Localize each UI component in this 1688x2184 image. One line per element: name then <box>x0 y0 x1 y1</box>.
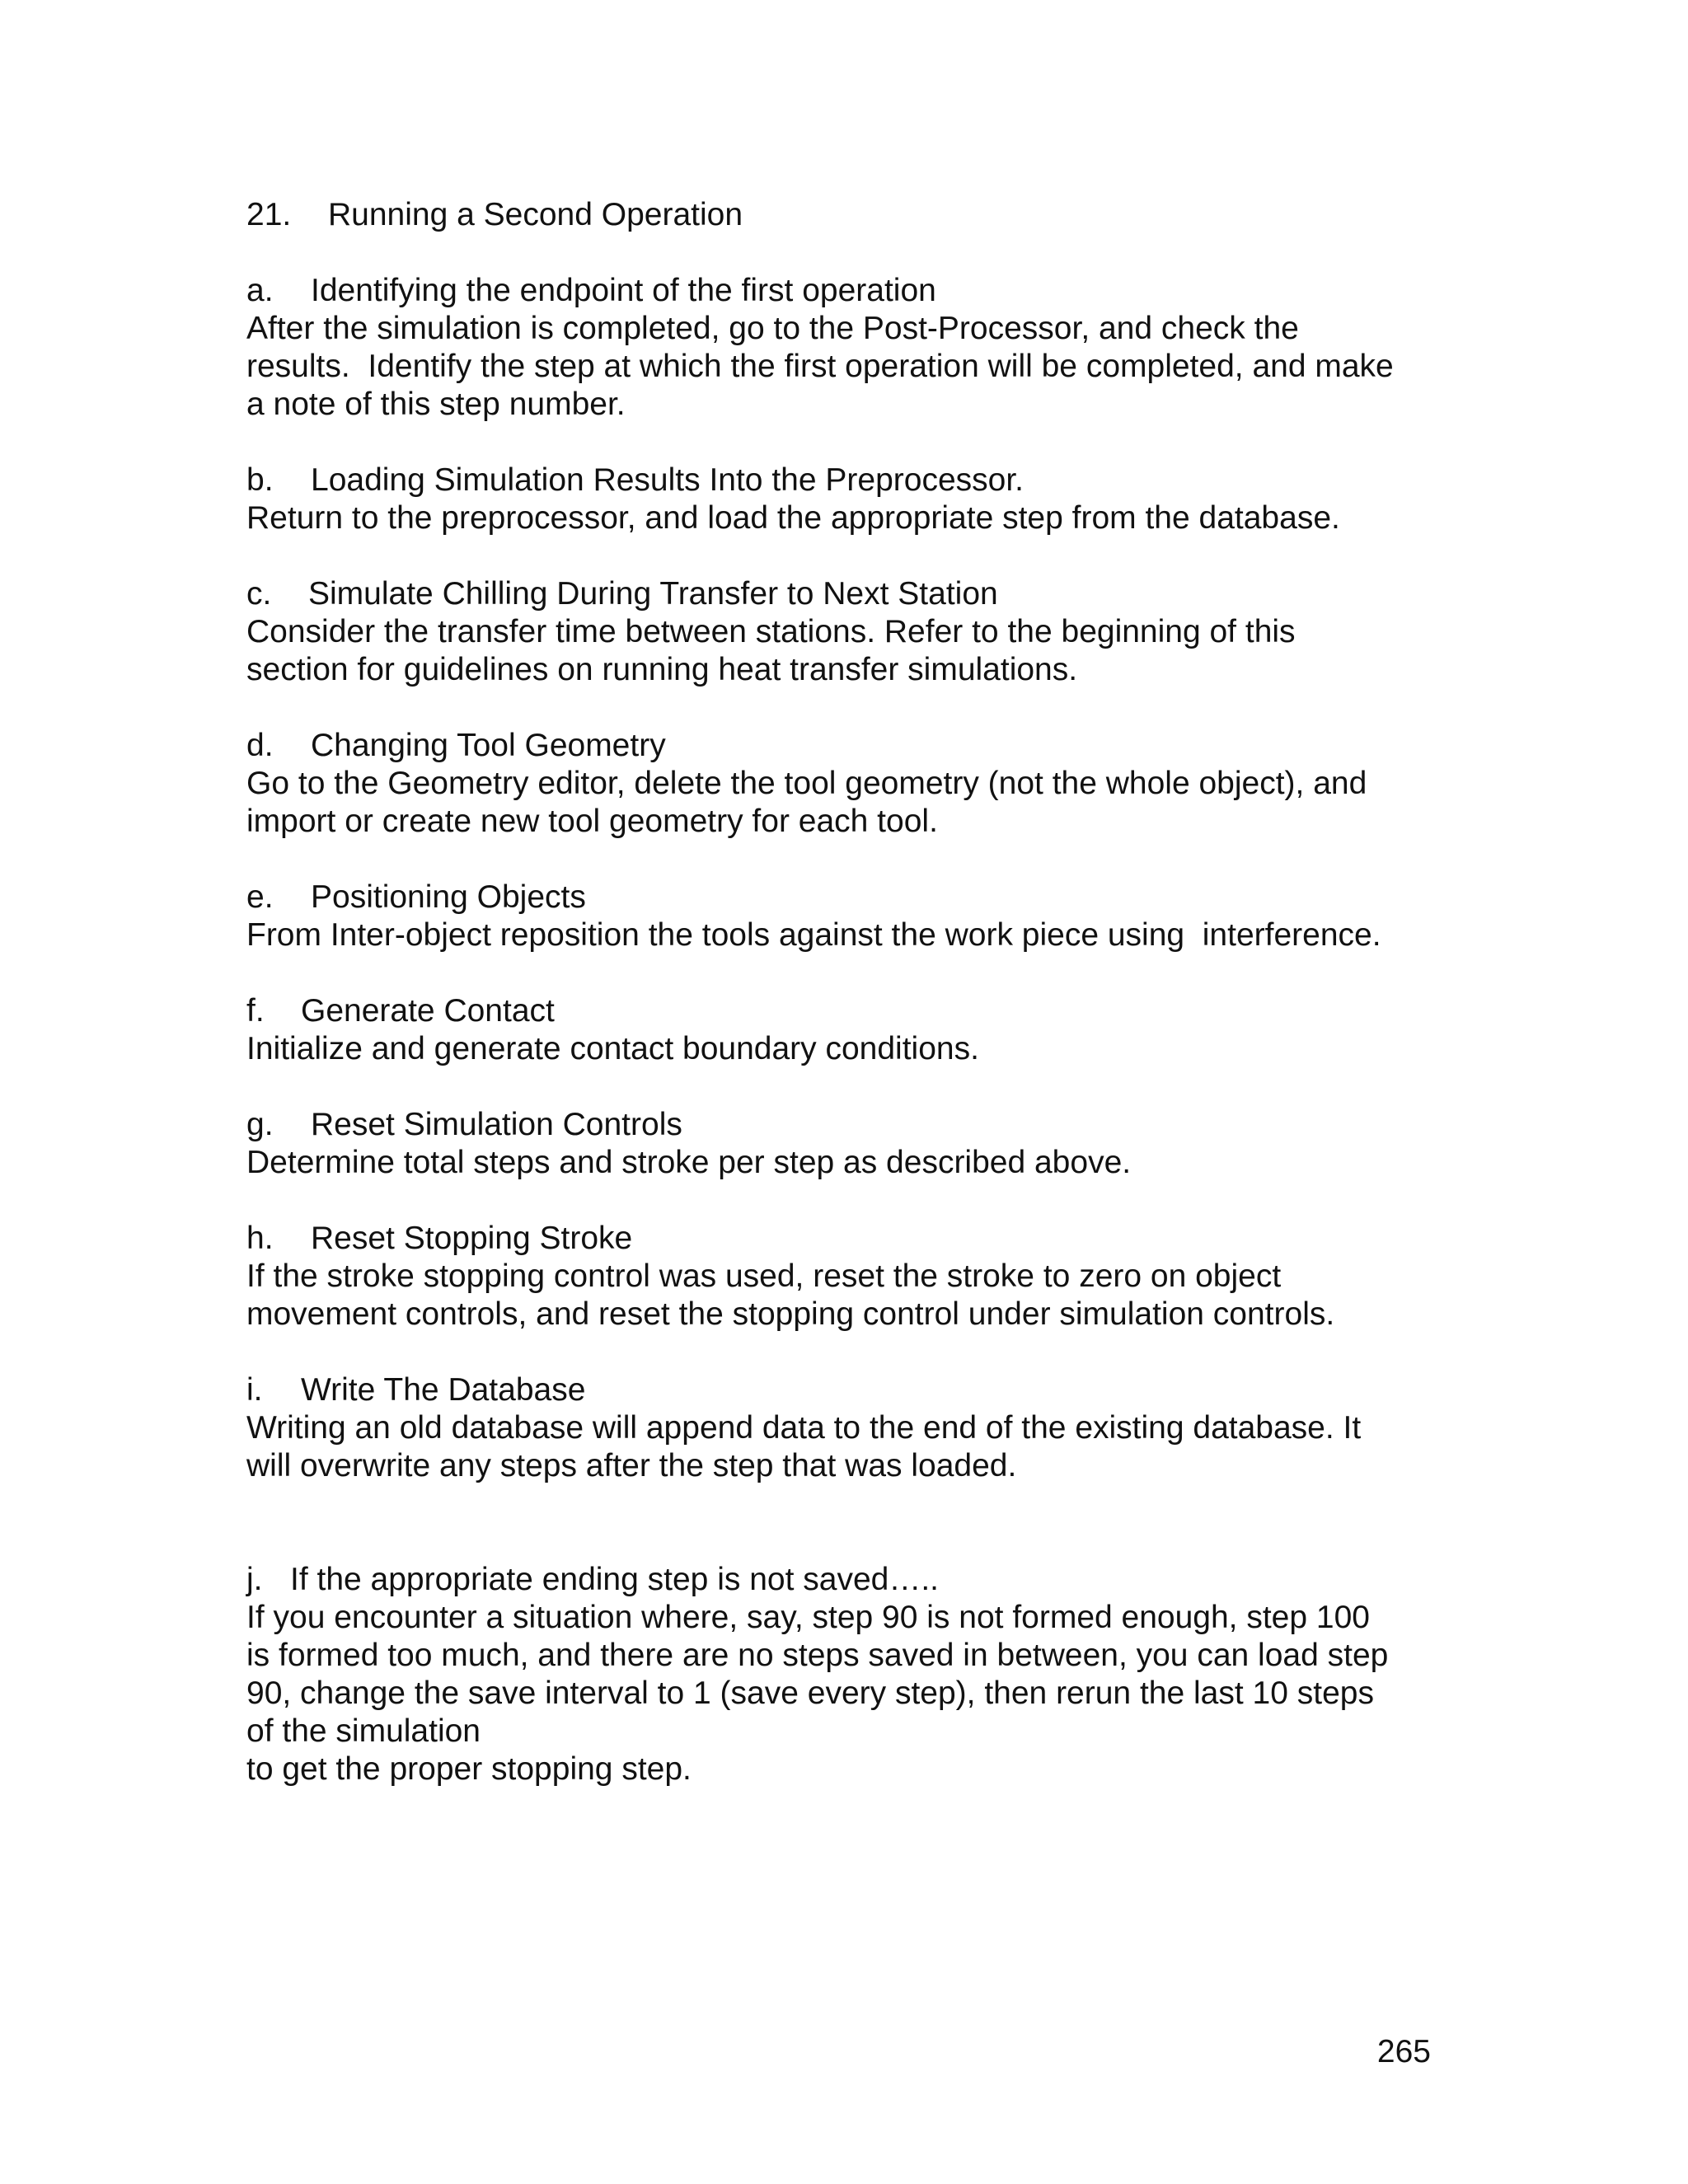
subsection-title <box>246 992 1450 1030</box>
page-number: 265 <box>1376 2034 1431 2069</box>
body-line: movement controls, and reset the stopping control under simulation controls. <box>246 1296 1335 1332</box>
subsection-letter: i. <box>246 1372 263 1408</box>
subsection-title-text: Reset Simulation Controls <box>311 1107 682 1142</box>
subsection-e <box>246 879 1450 954</box>
subsection-letter: c. <box>246 576 272 612</box>
subsection-title <box>246 1561 1450 1599</box>
subsection-g <box>246 1106 1450 1182</box>
subsection-letter: j. <box>246 1562 263 1597</box>
body-line: Writing an old database will append data to the end of the existing database. It <box>246 1410 1362 1446</box>
body-line: section for guidelines on running heat transfer simulations. <box>246 652 1078 687</box>
body-line: Consider the transfer time between stations. Refer to the beginning of this <box>246 614 1296 649</box>
body-line: Determine total steps and stroke per step as described above. <box>246 1145 1132 1180</box>
body-line: of the simulation <box>246 1713 481 1749</box>
subsection-a <box>246 272 1450 424</box>
subsection-title-text: Generate Contact <box>301 993 555 1029</box>
subsection-letter: a. <box>246 273 274 308</box>
body-line: Go to the Geometry editor, delete the tool geometry (not the whole object), and <box>246 766 1367 801</box>
section-heading <box>246 196 1450 234</box>
body-line: will overwrite any steps after the step that was loaded. <box>246 1448 1017 1483</box>
page-content <box>246 196 1450 1826</box>
subsection-letter: e. <box>246 879 274 915</box>
subsection-title-text: If the appropriate ending step is not saved….. <box>290 1562 939 1597</box>
subsection-title-text: Loading Simulation Results Into the Preprocessor. <box>311 462 1024 498</box>
subsection-letter: d. <box>246 728 274 763</box>
subsection-title <box>246 575 1450 613</box>
subsection-title-text: Identifying the endpoint of the first operation <box>311 273 936 308</box>
subsection-c <box>246 575 1450 689</box>
subsection-i <box>246 1371 1450 1485</box>
body-line: If you encounter a situation where, say, step 90 is not formed enough, step 100 <box>246 1600 1370 1635</box>
subsection-h <box>246 1220 1450 1333</box>
subsection-title <box>246 1371 1450 1409</box>
body-line: is formed too much, and there are no steps saved in between, you can load step <box>246 1638 1389 1673</box>
subsection-title-text: Simulate Chilling During Transfer to Next Station <box>308 576 998 612</box>
subsection-letter: h. <box>246 1221 274 1256</box>
body-line: a note of this step number. <box>246 387 626 422</box>
subsection-title <box>246 272 1450 310</box>
body-line: to get the proper stopping step. <box>246 1751 692 1787</box>
subsection-title-text: Write The Database <box>301 1372 586 1408</box>
subsection-title-text: Reset Stopping Stroke <box>311 1221 633 1256</box>
subsection-d <box>246 727 1450 841</box>
body-line: After the simulation is completed, go to the Post-Processor, and check the <box>246 311 1299 346</box>
subsection-letter: g. <box>246 1107 274 1142</box>
subsection-title-text: Positioning Objects <box>311 879 586 915</box>
subsection-letter: b. <box>246 462 274 498</box>
subsection-title-text: Changing Tool Geometry <box>311 728 666 763</box>
subsection-title <box>246 879 1450 916</box>
body-line: results. Identify the step at which the first operation will be completed, and make <box>246 349 1394 384</box>
subsection-title <box>246 1220 1450 1258</box>
subsection-j <box>246 1561 1450 1788</box>
body-line: Initialize and generate contact boundary conditions. <box>246 1031 979 1066</box>
subsection-title <box>246 462 1450 499</box>
subsection-f <box>246 992 1450 1068</box>
body-line: If the stroke stopping control was used, reset the stroke to zero on object <box>246 1258 1282 1294</box>
body-line: 90, change the save interval to 1 (save every step), then rerun the last 10 steps <box>246 1675 1374 1711</box>
body-line: From Inter-object reposition the tools against the work piece using interference. <box>246 917 1381 953</box>
body-line: Return to the preprocessor, and load the appropriate step from the database. <box>246 500 1340 536</box>
subsection-b <box>246 462 1450 537</box>
subsection-title <box>246 1106 1450 1144</box>
body-line: import or create new tool geometry for each tool. <box>246 804 938 839</box>
subsection-letter: f. <box>246 993 265 1029</box>
heading-number: 21. <box>246 197 292 232</box>
subsection-title <box>246 727 1450 765</box>
heading-title: Running a Second Operation <box>328 197 743 232</box>
